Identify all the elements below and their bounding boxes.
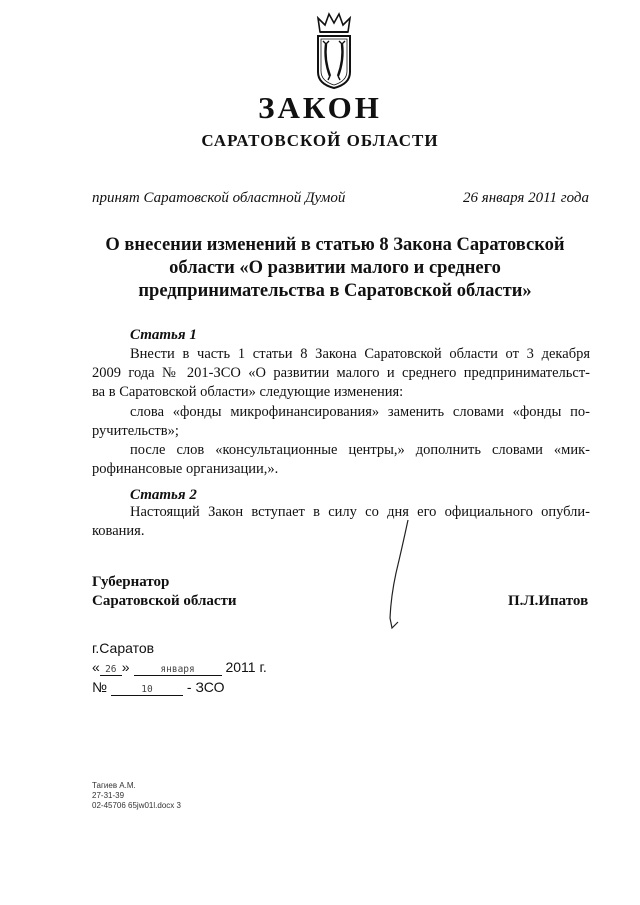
date-open-quote: « xyxy=(92,659,100,675)
number-sign: № xyxy=(92,679,108,695)
article-1-text: рофинансовые организации,». xyxy=(92,461,279,477)
number-value: 10 xyxy=(111,684,183,696)
number-suffix: - ЗСО xyxy=(186,679,225,695)
heading-line: предпринимательства в Саратовской области» xyxy=(138,281,532,301)
article-2-text: кования. xyxy=(92,523,145,539)
article-2-title: Статья 2 xyxy=(130,487,197,503)
saratov-coat-of-arms-icon xyxy=(312,10,356,90)
law-title: ЗАКОН xyxy=(258,90,382,125)
footer-phone: 27-31-39 xyxy=(92,791,125,800)
footer-file: 02-45706 65jw01l.docx 3 xyxy=(92,801,181,810)
article-1-text: ва в Саратовской области» следующие изменения: xyxy=(92,384,404,400)
law-number xyxy=(92,679,224,696)
article-1-text: слова «фонды микрофинансирования» заменить словами «фонды по- xyxy=(130,404,590,420)
law-subtitle: САРАТОВСКОЙ ОБЛАСТИ xyxy=(201,131,439,150)
article-1-title: Статья 1 xyxy=(130,327,197,343)
heading-line: О внесении изменений в статью 8 Закона Саратовской xyxy=(105,235,565,255)
heading-line: области «О развитии малого и среднего xyxy=(169,258,501,278)
footer-executor: Тагиев А.М. xyxy=(92,781,136,790)
city: г.Саратов xyxy=(92,640,155,656)
date-close-quote: » xyxy=(121,659,130,675)
adopted-date: 26 января 2011 года xyxy=(463,190,589,206)
article-1-text: Внести в часть 1 статьи 8 Закона Саратовской области от 3 декабря xyxy=(130,346,590,362)
law-heading xyxy=(80,234,590,303)
governor-title: Губернатор xyxy=(92,574,170,590)
article-1-text: после слов «консультационные центры,» дополнить словами «мик- xyxy=(130,442,590,458)
governor-region: Саратовской области xyxy=(92,593,237,609)
article-2-text: Настоящий Закон вступает в силу со дня его официального опубли- xyxy=(130,504,590,520)
date-year: 2011 г. xyxy=(225,659,267,675)
article-1-text: ручительств»; xyxy=(92,423,179,439)
governor-name: П.Л.Ипатов xyxy=(508,593,589,609)
date-day: 26 xyxy=(100,664,122,676)
signing-date xyxy=(92,659,267,676)
handwritten-signature xyxy=(378,518,414,638)
date-month: января xyxy=(134,664,222,676)
article-1-text: 2009 года № 201-ЗСО «О развитии малого и среднего предпринимательст- xyxy=(92,365,590,381)
adopted-by: принят Саратовской областной Думой xyxy=(92,190,346,206)
